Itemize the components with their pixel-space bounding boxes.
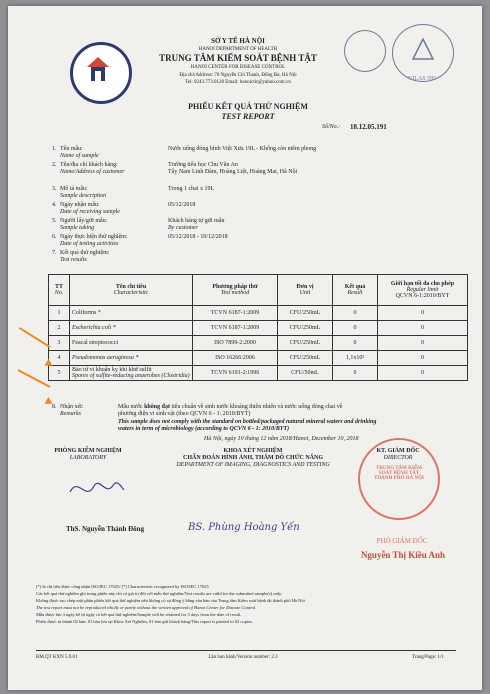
cell-no: 3 — [49, 336, 70, 351]
col-unit-header — [278, 275, 333, 306]
header-text-en: Characteristic — [113, 290, 149, 296]
cell-unit: CFU/50mL — [278, 366, 333, 381]
hanoi-cdc-logo — [70, 42, 132, 104]
field-6-num: 6. — [52, 234, 57, 240]
sig3-name: Nguyễn Thị Kiều Anh — [360, 550, 446, 560]
footnote-6: Phiếu được in thành 02 bản: 01 bản lưu tại Khoa Xét Nghiệm, 01 bản gửi khách hàng/This report is printed in 02 copies. — [36, 619, 254, 624]
deputy-title: PHÓ GIÁM ĐỐC — [376, 537, 428, 545]
cell-characteristic: Feacal streptococci — [70, 336, 193, 351]
header-text: Kết quả — [344, 284, 366, 290]
remarks-label: Nhận xét: — [60, 404, 84, 410]
cell-unit: CFU/250mL — [278, 321, 333, 336]
remarks-line-1-pre: Mẫu nước — [118, 404, 145, 410]
remarks-num: 8. — [52, 404, 57, 410]
ilac-mra-seal — [344, 30, 386, 72]
report-title-en: TEST REPORT — [221, 112, 275, 121]
col-no-header — [49, 275, 70, 306]
field-3-num: 3. — [52, 186, 57, 192]
dept-title: KHOA XÉT NGHIỆM — [223, 448, 283, 454]
test-report-document — [8, 6, 482, 690]
field-3-label-en: Sample description — [60, 193, 107, 199]
header-text: Giới hạn tối đa cho phép — [390, 281, 455, 287]
stamp-text: TRUNG TÂM KIỂM SOÁT BỆNH TẬT THÀNH PHỐ HÀ NỘI — [374, 466, 424, 481]
characteristic-en: Spores of sulfite-reducing anaerobes (Clostridia) — [72, 373, 190, 379]
cell-result: 0 — [333, 306, 378, 321]
cell-method: ISO 16266:2006 — [193, 351, 278, 366]
footer-page: Trang/Page: 1/1 — [412, 655, 444, 660]
field-4-label: Ngày nhận mẫu: — [60, 202, 100, 208]
footer-code: BM.QT KXN 5.9.01 — [36, 655, 78, 660]
footnote-1: (*) là chỉ tiêu được công nhận ISO/IEC 17025/ (*) Characteristic recognized by ISO/IEC 17025 — [36, 584, 209, 589]
center-name-en: HANOI CENTER FOR DISEASE CONTROL — [190, 65, 286, 70]
header-text-en: Result — [347, 290, 363, 296]
lab-title-en: LABORATORY — [69, 455, 107, 461]
header-text: Tên chỉ tiêu — [115, 284, 147, 290]
field-3-label: Mô tả mẫu: — [60, 186, 88, 192]
cell-no: 4 — [49, 351, 70, 366]
sig1-name: ThS. Nguyễn Thành Đông — [66, 525, 145, 533]
remarks-verdict: không đạt — [144, 404, 170, 410]
header-text: TT — [54, 284, 63, 290]
annotation-arrow-row4 — [19, 327, 51, 348]
cell-result: 1,1x10² — [333, 351, 378, 366]
field-2-value: Trường tiểu học Chu Văn An — [168, 162, 238, 168]
signing-date: Hà Nội, ngày 10 tháng 12 năm 2018/Hanoi, December 10, 2018 — [204, 436, 359, 442]
footnote-4: The test report must not be reproduced wholly or partly without the written approval of Hanoi Center for Disease Control. — [36, 605, 257, 610]
cell-unit: CFU/250mL — [278, 306, 333, 321]
sig2-name: BS. Phùng Hoàng Yến — [188, 522, 300, 533]
field-2-num: 2. — [52, 162, 57, 168]
field-5-value: Khách hàng tự gửi mẫu — [168, 218, 225, 224]
dept-title-en: DEPARTMENT OF IMAGING, DIAGNOSTICS AND TESTING — [176, 462, 330, 468]
remarks-line-1-post: tiêu chuẩn về sinh nước khoáng thiên nhiên và nước uống đóng chai về — [169, 404, 343, 410]
field-1-label-en: Name of sample — [60, 153, 99, 159]
cell-method: TCVN 6187-1:2009 — [193, 306, 278, 321]
table-row — [49, 366, 468, 381]
remarks-line-1 — [118, 404, 342, 411]
field-6-label-en: Date of testing activities — [60, 241, 119, 247]
remarks-line-2: phương diện vi sinh vật (theo QCVN 6 - 1: 2010/BYT) — [118, 411, 251, 417]
vilas-number: VILAS 595 — [407, 76, 437, 82]
table-header-row — [49, 275, 468, 306]
cell-characteristic: Pseudomonas aeruginosa * — [70, 351, 193, 366]
header-text-en: Test method — [220, 290, 250, 296]
col-result-header — [333, 275, 378, 306]
center-address: Địa chỉ/Address: 70 Nguyễn Chí Thanh, Đống Đa, Hà Nội — [179, 73, 297, 78]
cell-limit: 0 — [378, 306, 468, 321]
pagoda-icon — [85, 55, 111, 85]
cell-method: TCVN 6187-1:2009 — [193, 321, 278, 336]
field-1-num: 1. — [52, 146, 57, 152]
lab-signature-icon — [66, 472, 126, 504]
table-row — [49, 351, 468, 366]
field-5-value-en: By customer — [168, 225, 198, 231]
cell-result: 0 — [333, 321, 378, 336]
field-1-value: Nước uống đóng bình Việt Xưa 19L - Không còn niêm phong — [168, 146, 317, 152]
col-limit-header — [378, 275, 468, 306]
field-7-num: 7. — [52, 250, 57, 256]
cell-unit: CFU/250mL — [278, 336, 333, 351]
table-row — [49, 336, 468, 351]
col-method-header — [193, 275, 278, 306]
lab-title: PHÒNG KIỂM NGHIỆM — [54, 448, 122, 454]
dept-name: SỞ Y TẾ HÀ NỘI — [211, 37, 265, 45]
annotation-arrow-remarks — [18, 369, 51, 388]
vilas-mark-icon — [393, 25, 453, 81]
footer-divider — [36, 650, 456, 651]
field-5-num: 5. — [52, 218, 57, 224]
results-table — [48, 274, 468, 381]
cell-result: 0 — [333, 336, 378, 351]
field-4-num: 4. — [52, 202, 57, 208]
dept-title-2: CHẨN ĐOÁN HÌNH ẢNH, THĂM DÒ CHỨC NĂNG — [183, 455, 323, 461]
cell-unit: CFU/250mL — [278, 351, 333, 366]
official-stamp — [358, 438, 440, 520]
remarks-line-3: This sample does not comply with the standard on bottled/packaged natural mineral waters and drinking — [118, 419, 377, 425]
cell-characteristic: Escherichia coli * — [70, 321, 193, 336]
field-3-value: Trong 1 chai x 19L — [168, 186, 215, 192]
cell-no: 5 — [49, 366, 70, 381]
characteristic-vi: Bào tử vi khuẩn kỵ khí khử sulfit — [72, 367, 152, 373]
director-title: KT. GIÁM ĐỐC — [376, 448, 420, 454]
field-7-label-en: Test results — [60, 257, 87, 263]
field-7-label: Kết quả thử nghiệm: — [60, 250, 110, 256]
cell-characteristic — [70, 366, 193, 381]
header-text-en: Regular limit — [406, 287, 439, 293]
footnote-3: Không được sao chép một phần phiếu kết quả thử nghiệm nếu không có sự đồng ý bằng văn bản của Trung tâm Kiểm soát bệnh tật thành phố Hà Nội — [36, 598, 305, 603]
cell-no: 2 — [49, 321, 70, 336]
table-row — [49, 306, 468, 321]
field-5-label-en: Sample taking — [60, 225, 95, 231]
header-text: Đơn vị — [296, 284, 314, 290]
dept-name-en: HANOI DEPARTMENT OF HEALTH — [198, 47, 278, 52]
header-text-en: Unit — [299, 290, 311, 296]
cell-limit: 0 — [378, 336, 468, 351]
cell-no: 1 — [49, 306, 70, 321]
field-6-value: 05/12/2018 - 10/12/2018 — [168, 234, 228, 240]
field-4-value: 05/12/2018 — [168, 202, 196, 208]
cell-method: ISO 7899-2:2000 — [193, 336, 278, 351]
report-number: 18.12.05.191 — [350, 123, 387, 131]
field-6-label: Ngày thực hiện thử nghiệm: — [60, 234, 128, 240]
cell-method: TCVN 6191-2:1996 — [193, 366, 278, 381]
field-5-label: Người lấy/gửi mẫu: — [60, 218, 108, 224]
col-characteristic-header — [70, 275, 193, 306]
center-name: TRUNG TÂM KIỂM SOÁT BỆNH TẬT — [159, 53, 317, 63]
footnote-2: Các kết quả thử nghiệm ghi trong phiếu này chỉ có giá trị đối với mẫu thử nghiệm/Test results are valid for the submitted sample(s) only. — [36, 591, 283, 596]
field-2-value-2: Tây Nam Linh Đàm, Hoàng Liệt, Hoàng Mai, Hà Nội — [168, 169, 298, 175]
cell-result: 0 — [333, 366, 378, 381]
header-text-en: No. — [54, 290, 64, 296]
field-4-label-en: Date of receiving sample — [60, 209, 120, 215]
remarks-label-en: Remarks — [60, 411, 81, 417]
report-number-label: Số/No.: — [322, 124, 341, 130]
footnote-5: Mẫu được lưu 3 ngày kể từ ngày có kết quả thử nghiệm/Sample will be retained for 3 days from the date of result. — [36, 612, 242, 617]
footer-version: Lần ban hành/Version number: 2.3 — [208, 655, 278, 660]
cell-characteristic: Coliforms * — [70, 306, 193, 321]
center-contact: Tel: 0243.773.0128 Email: hanoicdc@yahoo.com.vn — [185, 80, 291, 85]
report-title: PHIẾU KẾT QUẢ THỬ NGHIỆM — [188, 102, 308, 111]
cell-limit: 0 — [378, 366, 468, 381]
field-2-label-en: Name/Address of customer — [60, 169, 125, 175]
header-text-extra: QCVN 6-1:2010/BYT — [395, 293, 450, 299]
table-row — [49, 321, 468, 336]
field-2-label: Tên/địa chỉ khách hàng: — [60, 162, 118, 168]
field-1-label: Tên mẫu: — [60, 146, 83, 152]
cell-limit: 0 — [378, 321, 468, 336]
director-title-en: DIRECTOR — [383, 455, 413, 461]
remarks-line-4: waters in term of microbiology (according to QCVN 6 - 1: 2010/BYT) — [118, 426, 290, 432]
header-text: Phương pháp thử — [212, 284, 258, 290]
vilas-seal — [392, 24, 454, 82]
cell-limit: 0 — [378, 351, 468, 366]
